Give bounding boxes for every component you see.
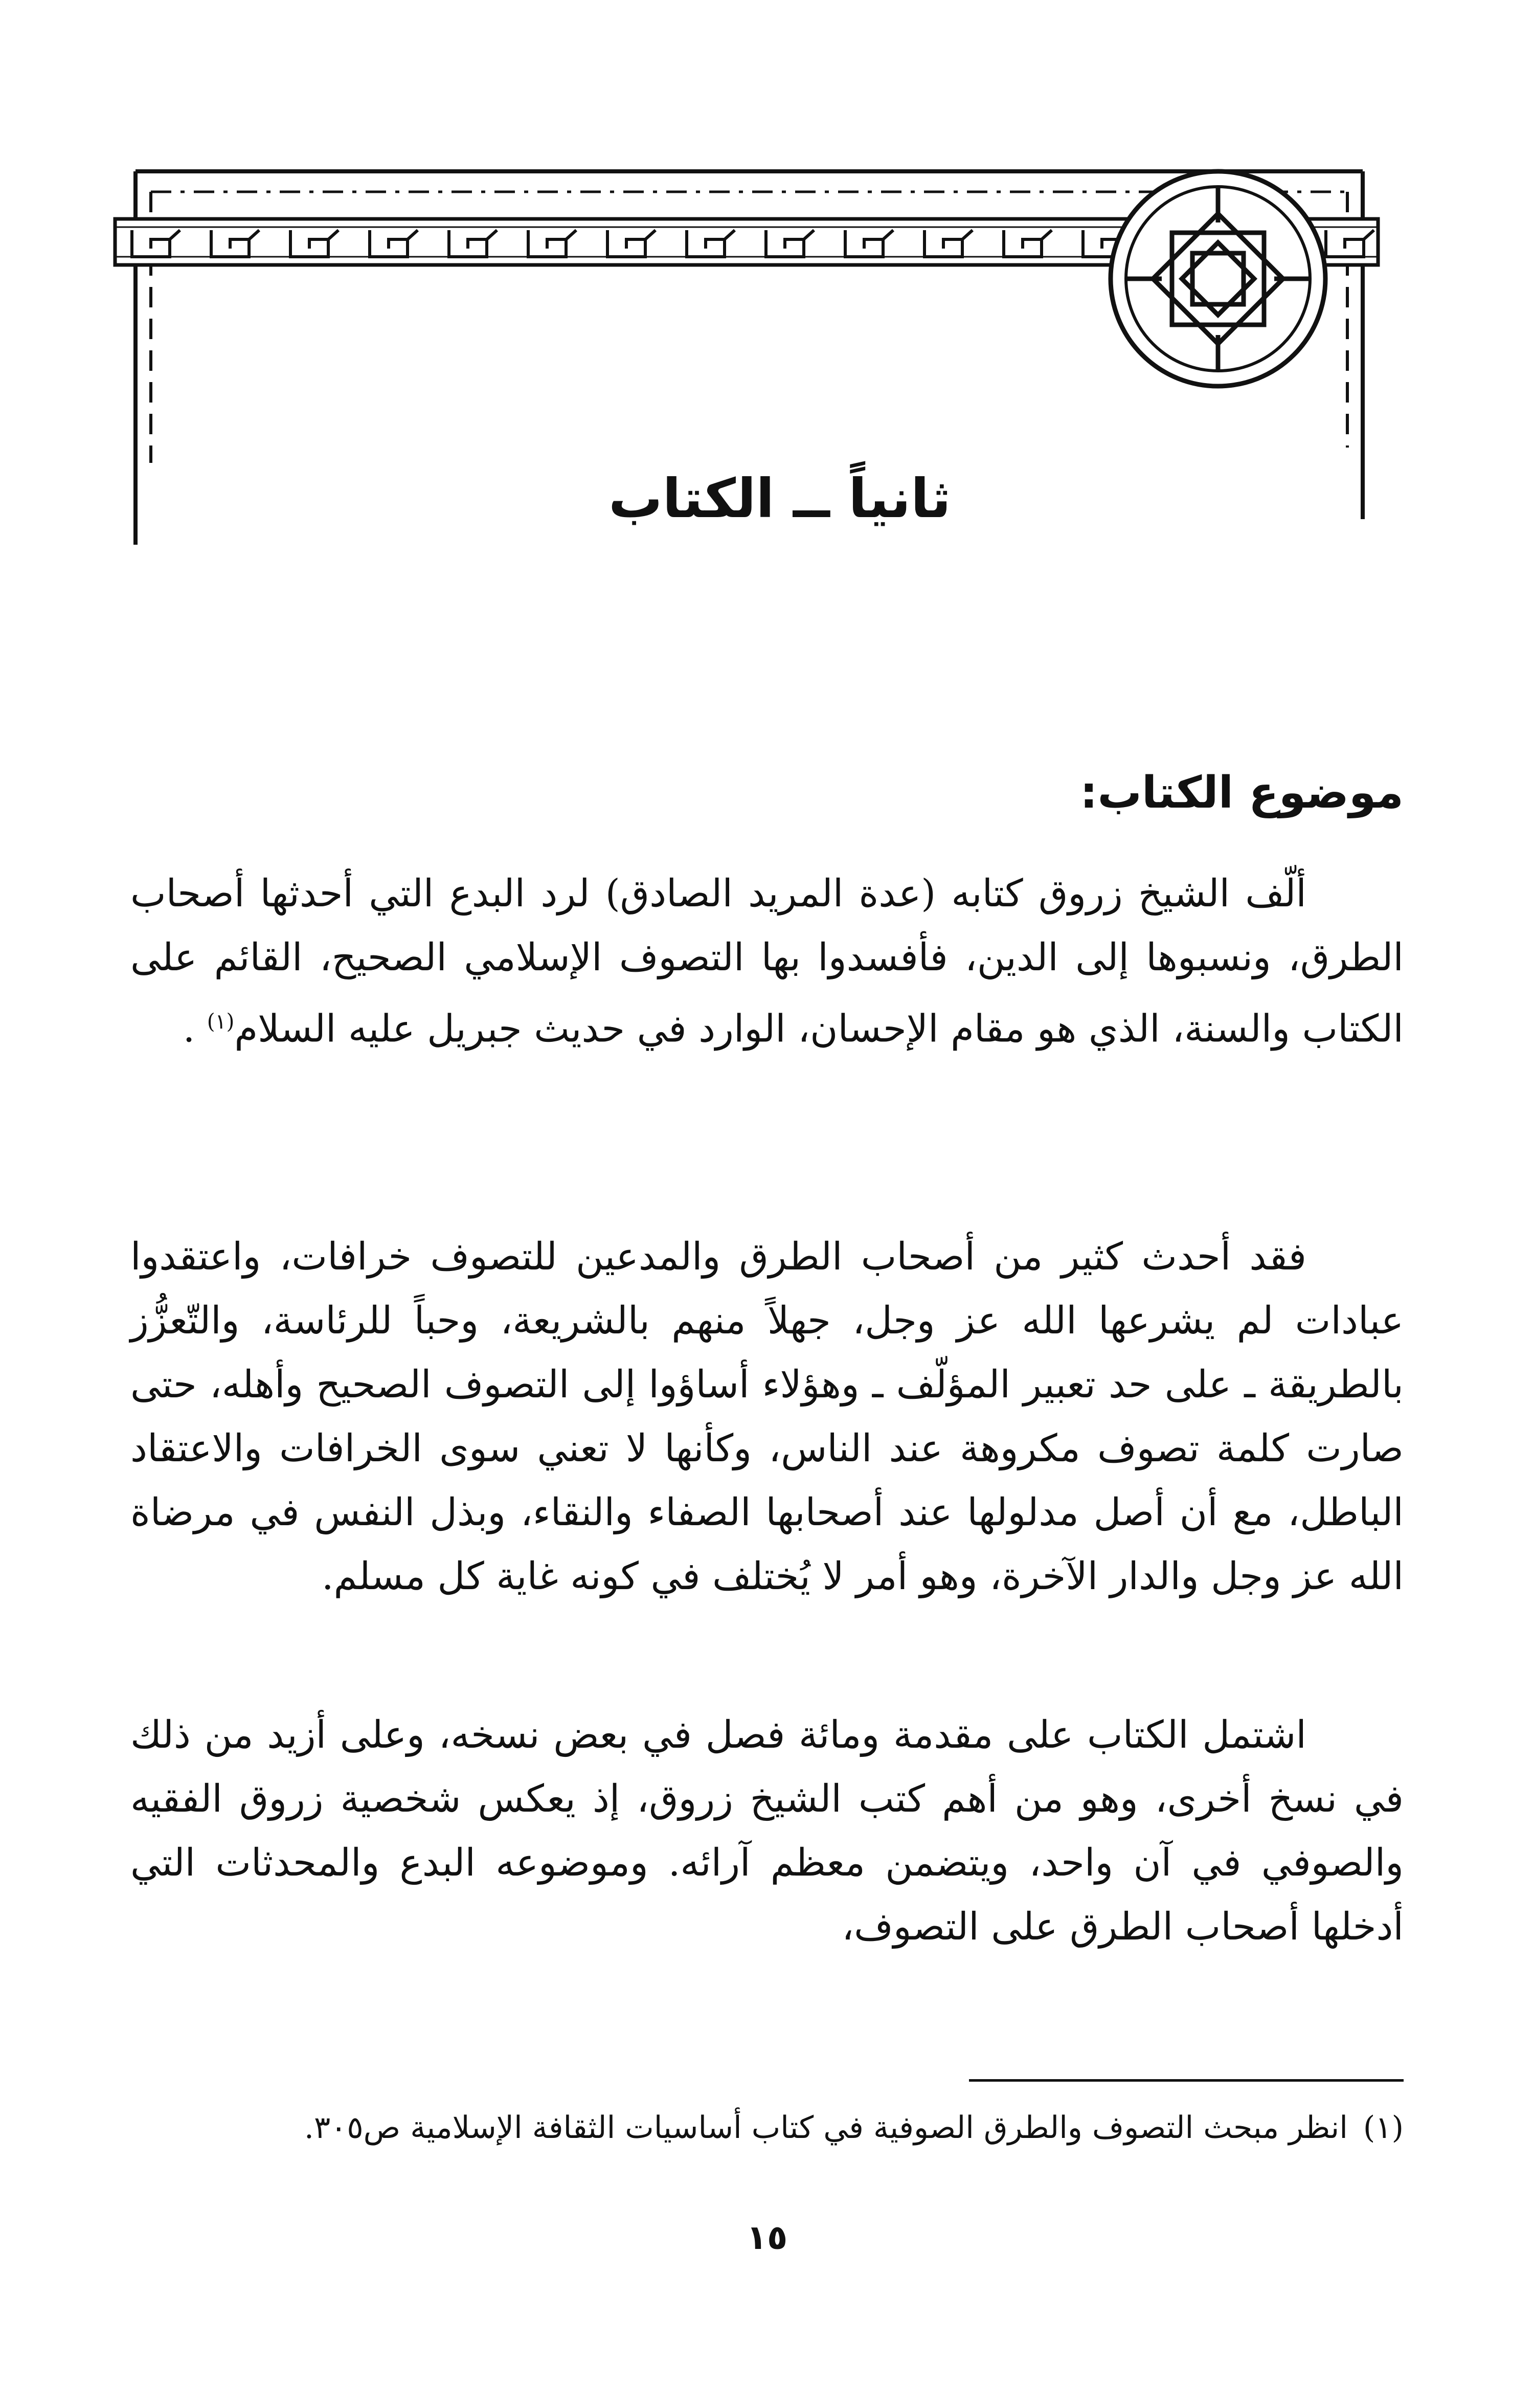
paragraph-1-text: ألّف الشيخ زروق كتابه (عدة المريد الصادق) لرد البدع التي أحدثها أصحاب الطرق، ونسبوها إلى الدين، فأفسدوا بها التصوف الإسلامي الصحيح، القائم على الكتاب والسنة، الذي هو مقام الإحسان، الوارد في حديث جبريل عليه السلام bbox=[130, 872, 1404, 1051]
footnote-reference: (١) bbox=[207, 1009, 235, 1034]
footnote-divider bbox=[969, 2079, 1404, 2082]
footnote-marker: (١) bbox=[1363, 2110, 1404, 2146]
paragraph-3: اشتمل الكتاب على مقدمة ومائة فصل في بعض نسخه، وعلى أزيد من ذلك في نسخ أخرى، وهو من أهم كتب الشيخ زروق، إذ يعكس شخصية زروق الفقيه والصوفي في آن واحد، ويتضمن معظم آرائه. وموضوعه البدع والمحدثات التي أدخلها أصحاب الطرق على التصوف، bbox=[130, 1713, 1404, 1949]
paragraph-1-end: . bbox=[183, 1007, 207, 1051]
medallion-icon bbox=[1111, 171, 1325, 386]
paragraph-2: فقد أحدث كثير من أصحاب الطرق والمدعين للتصوف خرافات، واعتقدوا عبادات لم يشرعها الله عز وجل، جهلاً منهم بالشريعة، وحباً للرئاسة، والتّعزُّز بالطريقة ـ على حد تعبير المؤلّف ـ وهؤلاء أساؤوا إلى التصوف الصحيح وأهله، حتى صارت كلمة تصوف مكروهة عند الناس، وكأنها لا تعني سوى الخرافات والاعتقاد الباطل، مع أن أصل مدلولها عند أصحابها الصفاء والنقاء، وبذل النفس في مرضاة الله عز وجل والدار الآخرة، وهو أمر لا يُختلف في كونه غاية كل مسلم. bbox=[130, 1235, 1404, 1598]
footnote bbox=[130, 2105, 1404, 2151]
chapter-title: ثانياً ــ الكتاب bbox=[608, 467, 951, 530]
page-number: ١٥ bbox=[746, 2218, 788, 2257]
paragraph-1 bbox=[130, 862, 1404, 1061]
footnote-text: انظر مبحث التصوف والطرق الصوفية في كتاب أساسيات الثقافة الإسلامية ص٣٠٥. bbox=[304, 2110, 1348, 2146]
section-heading: موضوع الكتاب: bbox=[1080, 767, 1404, 818]
